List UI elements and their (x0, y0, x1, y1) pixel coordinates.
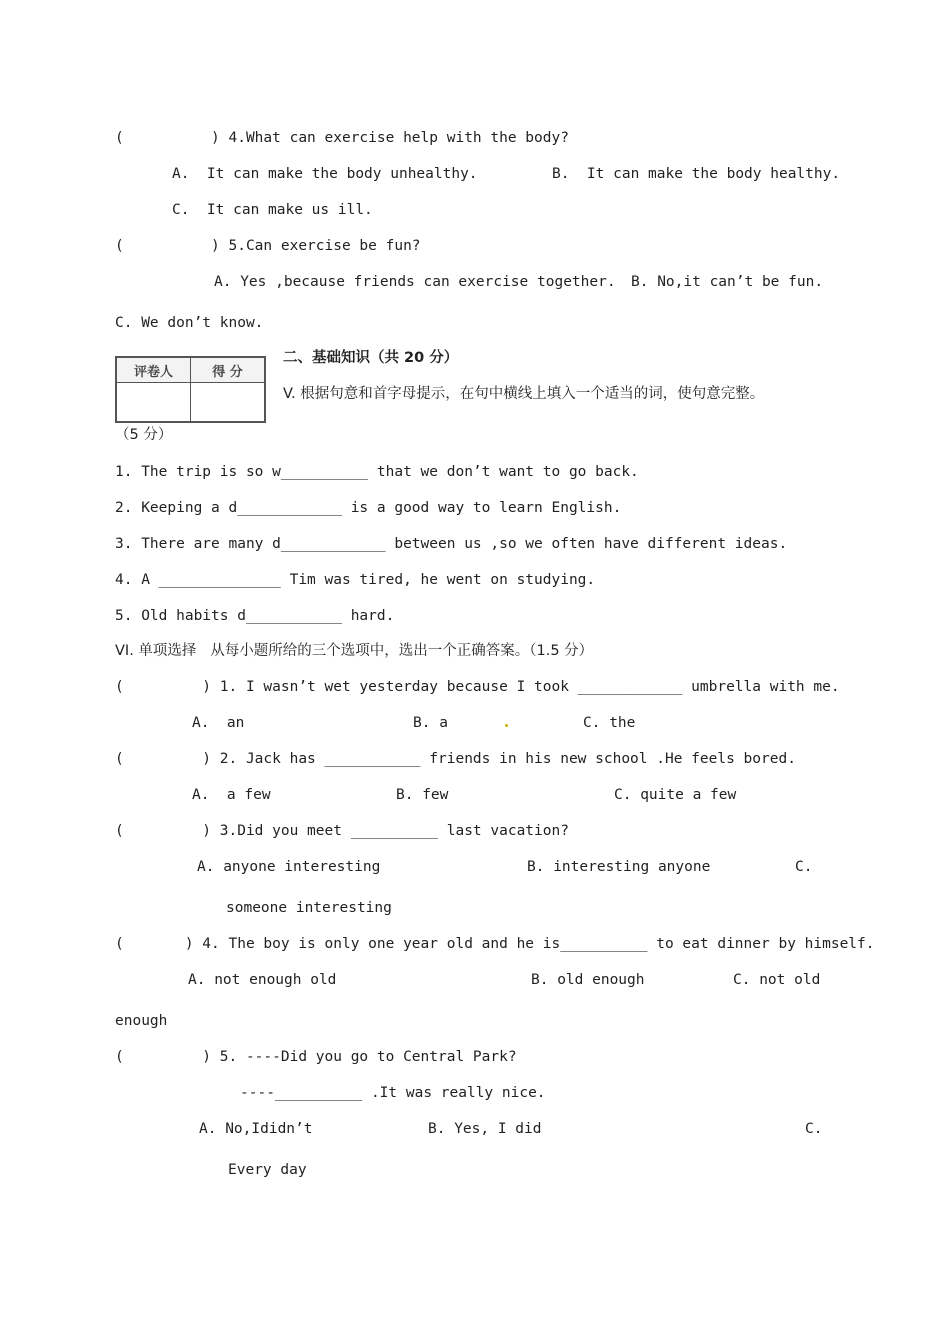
section-v-instruction: V. 根据句意和首字母提示，在句中横线上填入一个适当的词，使句意完整。 (283, 386, 765, 402)
choice-5-option-c-label: C. (805, 1121, 823, 1137)
choice-3-option-c-label: C. (795, 859, 813, 875)
fill-item-2: 2. Keeping a d____________ is a good way to learn English. (115, 500, 622, 516)
choice-2-option-c: C. quite a few (614, 787, 737, 803)
fill-item-3: 3. There are many d____________ between us ,so we often have different ideas. (115, 536, 788, 552)
q4-option-b: B. It can make the body healthy. (552, 166, 841, 182)
choice-5-option-b: B. Yes, I did (428, 1121, 542, 1137)
choice-1-option-c: C. the (583, 715, 636, 731)
choice-4-option-a: A. not enough old (188, 972, 337, 988)
stray-dot (505, 724, 508, 727)
choice-5-stem: ( ) 5. ----Did you go to Central Park? (115, 1049, 517, 1065)
choice-1-option-b: B. a (413, 715, 448, 731)
choice-2-stem: ( ) 2. Jack has ___________ friends in his new school .He feels bored. (115, 751, 796, 767)
choice-4-option-c: C. not old (733, 972, 821, 988)
fill-item-1: 1. The trip is so w__________ that we don’t want to go back. (115, 464, 639, 480)
score-table-cell-score (191, 383, 266, 423)
score-table-header-grader: 评卷人 (116, 357, 191, 383)
choice-5-option-a: A. No,Ididn’t (199, 1121, 313, 1137)
choice-3-option-c-text: someone interesting (226, 900, 392, 916)
choice-1-option-a: A. an (192, 715, 245, 731)
q4-option-c: C. It can make us ill. (172, 202, 373, 218)
choice-4-option-c-cont: enough (115, 1013, 168, 1029)
section-2-title: 二、基础知识（共 20 分） (283, 350, 459, 366)
fill-item-5: 5. Old habits d___________ hard. (115, 608, 395, 624)
q4-option-a: A. It can make the body unhealthy. (172, 166, 478, 182)
choice-4-stem: ( ) 4. The boy is only one year old and he is__________ to eat dinner by himself. (115, 936, 875, 952)
choice-5-reply: ----__________ .It was really nice. (240, 1085, 546, 1101)
q5-stem: ( ) 5.Can exercise be fun? (115, 238, 421, 254)
fill-item-4: 4. A ______________ Tim was tired, he went on studying. (115, 572, 596, 588)
section-vi-instruction: VI. 单项选择 从每小题所给的三个选项中，选出一个正确答案。（1.5 分） (115, 643, 594, 659)
q4-stem: ( ) 4.What can exercise help with the body? (115, 130, 569, 146)
score-table (115, 356, 266, 423)
q5-option-b: B. No,it can’t be fun. (631, 274, 824, 290)
choice-5-option-c-text: Every day (228, 1162, 307, 1178)
q5-option-a: A. Yes ,because friends can exercise together. (214, 274, 616, 290)
choice-4-option-b: B. old enough (531, 972, 645, 988)
section-v-score: （5 分） (115, 427, 173, 443)
choice-2-option-b: B. few (396, 787, 449, 803)
q5-option-c: C. We don’t know. (115, 315, 264, 331)
choice-3-option-b: B. interesting anyone (527, 859, 711, 875)
choice-2-option-a: A. a few (192, 787, 271, 803)
score-table-header-score: 得 分 (191, 357, 266, 383)
choice-1-stem: ( ) 1. I wasn’t wet yesterday because I took ____________ umbrella with me. (115, 679, 840, 695)
choice-3-stem: ( ) 3.Did you meet __________ last vacation? (115, 823, 569, 839)
choice-3-option-a: A. anyone interesting (197, 859, 381, 875)
score-table-cell-grader (116, 383, 191, 423)
